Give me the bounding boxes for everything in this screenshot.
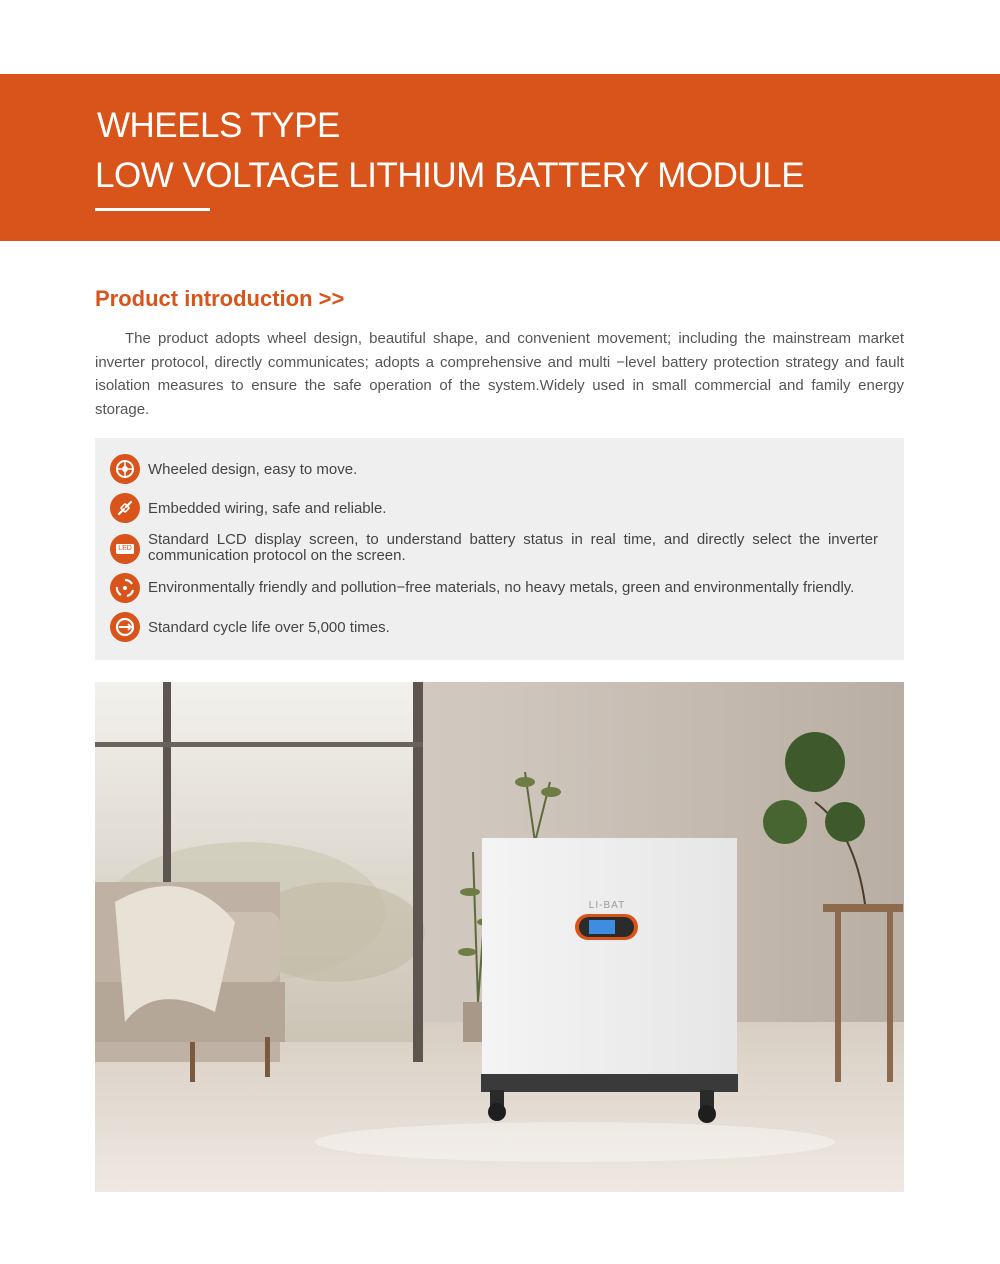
led-icon-label: LED bbox=[118, 545, 132, 552]
feature-text: Environmentally friendly and pollution−free materials, no heavy metals, green and environmentally friendly. bbox=[148, 579, 855, 596]
wiring-icon bbox=[110, 493, 140, 523]
feature-list bbox=[95, 438, 904, 660]
feature-text: Standard cycle life over 5,000 times. bbox=[148, 619, 390, 636]
title-line-1: WHEELS TYPE bbox=[97, 106, 340, 145]
feature-text: Embedded wiring, safe and reliable. bbox=[148, 500, 387, 517]
product-photo bbox=[95, 682, 904, 1192]
feature-text: Standard LCD display screen, to understand battery status in real time, and directly select the inverter communication protocol on the screen. bbox=[148, 531, 878, 564]
brand-label: LI-BAT bbox=[588, 900, 626, 911]
recycle-icon bbox=[110, 573, 140, 603]
header-banner bbox=[0, 74, 1000, 241]
cycle-icon bbox=[110, 612, 140, 642]
title-line-2: LOW VOLTAGE LITHIUM BATTERY MODULE bbox=[95, 156, 805, 195]
feature-text: Wheeled design, easy to move. bbox=[148, 461, 358, 478]
title-underline bbox=[95, 208, 210, 211]
led-icon bbox=[110, 534, 140, 564]
section-title: Product introduction >> bbox=[95, 286, 345, 311]
wheel-icon bbox=[110, 454, 140, 484]
intro-paragraph: The product adopts wheel design, beautiful shape, and convenient movement; including the mainstream market inverter protocol, directly communicates; adopts a comprehensive and multi −level battery protection strategy and fault isolation measures to ensure the safe operation of the system.Widely used in small commercial and family energy storage. bbox=[95, 330, 904, 418]
